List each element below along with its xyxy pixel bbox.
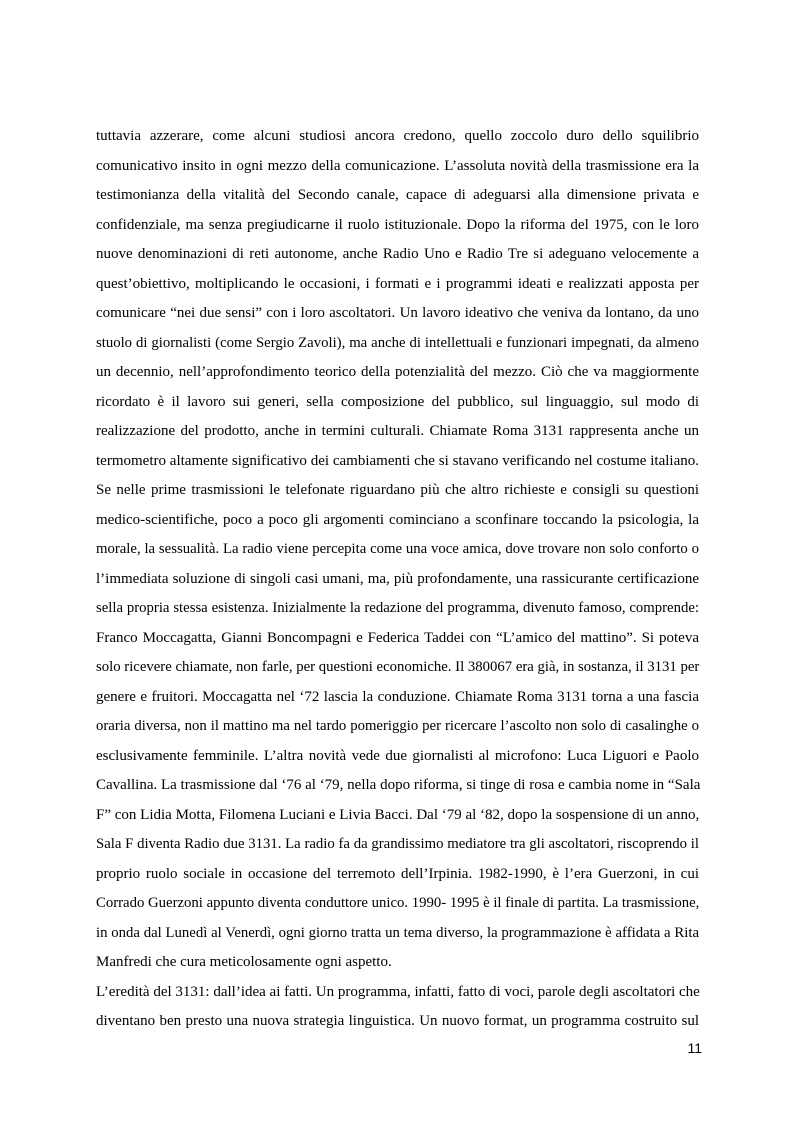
text-line: termometro altamente significativo dei cambiamenti che si stavano verificando nel costume italiano. [96,452,699,469]
text-line: esclusivamente femminile. L’altra novità vede due giornalisti al microfono: Luca Liguori e Paolo [96,747,699,764]
text-line: stuolo di giornalisti (come Sergio Zavoli), ma anche di intellettuali e funzionari impegnati, da almeno [96,334,699,351]
text-line: un decennio, nell’approfondimento teorico della potenzialità del mezzo. Ciò che va maggiormente [96,364,699,380]
body-text [96,122,699,1037]
text-line: in onda dal Lunedì al Venerdì, ogni giorno tratta un tema diverso, la programmazione è affidata a Rita [96,924,699,941]
text-line: solo ricevere chiamate, non farle, per questioni economiche. Il 380067 era già, in sostanza, il 3131 per [96,659,700,675]
text-line: comunicativo insito in ogni mezzo della comunicazione. L’assoluta novità della trasmissione era la [96,157,699,174]
text-line: Sala F diventa Radio due 3131. La radio fa da grandissimo mediatore tra gli ascoltatori, riscoprendo il [96,836,699,852]
text-line: tuttavia azzerare, come alcuni studiosi ancora credono, quello zoccolo duro dello squilibrio [96,128,699,144]
text-line: comunicare “nei due sensi” con i loro ascoltatori. Un lavoro ideativo che veniva da lontano, da uno [96,305,699,321]
text-line: quest’obiettivo, moltiplicando le occasioni, i formati e i programmi ideati e realizzati apposta per [96,275,699,292]
text-line: Corrado Guerzoni appunto diventa conduttore unico. 1990- 1995 è il finale di partita. La trasmissione, [96,895,700,911]
text-line: oraria diversa, non il mattino ma nel tardo pomeriggio per ricercare l’ascolto non solo di casalinghe o [96,718,699,734]
text-line: confidenziale, ma senza pregiudicarne il ruolo istituzionale. Dopo la riforma del 1975, con le loro [96,216,699,233]
page-number: 11 [687,1040,702,1056]
text-line: medico-scientifiche, poco a poco gli argomenti cominciano a sconfinare toccando la psicologia, la [96,511,699,528]
text-line: l’immediata soluzione di singoli casi umani, ma, più profondamente, una rassicurante certificazione [96,570,699,587]
text-line: testimonianza della vitalità del Secondo canale, capace di adeguarsi alla dimensione privata e [96,187,699,203]
text-line: proprio ruolo sociale in occasione del terremoto dell’Irpinia. 1982-1990, è l’era Guerzoni, in cui [96,865,699,882]
text-line: morale, la sessualità. La radio viene percepita come una voce amica, dove trovare non solo conforto o [96,541,699,557]
text-line: nuove denominazioni di reti autonome, anche Radio Uno e Radio Tre si adeguano velocemente a [96,246,699,262]
text-line: Se nelle prime trasmissioni le telefonate riguardano più che altro richieste e consigli su questioni [96,482,699,498]
text-line: realizzazione del prodotto, anche in termini culturali. Chiamate Roma 3131 rappresenta anche un [96,423,699,439]
text-line: genere e fruitori. Moccagatta nel ‘72 lascia la conduzione. Chiamate Roma 3131 torna a una fascia [96,688,699,705]
text-line: sella propria stessa esistenza. Inizialmente la redazione del programma, divenuto famoso, comprende: [96,600,699,616]
text-line: Manfredi che cura meticolosamente ogni aspetto. [96,954,392,970]
text-line: Cavallina. La trasmissione dal ‘76 al ‘79, nella dopo riforma, si tinge di rosa e cambia nome in “Sala [96,777,701,793]
text-line: diventano ben presto una nuova strategia linguistica. Un nuovo format, un programma costruito sul [96,1013,699,1029]
text-line: L’eredità del 3131: dall’idea ai fatti. Un programma, infatti, fatto di voci, parole degli ascoltatori che [96,983,700,1000]
text-line: Franco Moccagatta, Gianni Boncompagni e Federica Taddei con “L’amico del mattino”. Si poteva [96,629,699,646]
text-line: F” con Lidia Motta, Filomena Luciani e Livia Bacci. Dal ‘79 al ‘82, dopo la sospensione di un anno, [96,806,700,823]
text-line: ricordato è il lavoro sui generi, sella composizione del pubblico, sul linguaggio, sul modo di [96,393,699,410]
